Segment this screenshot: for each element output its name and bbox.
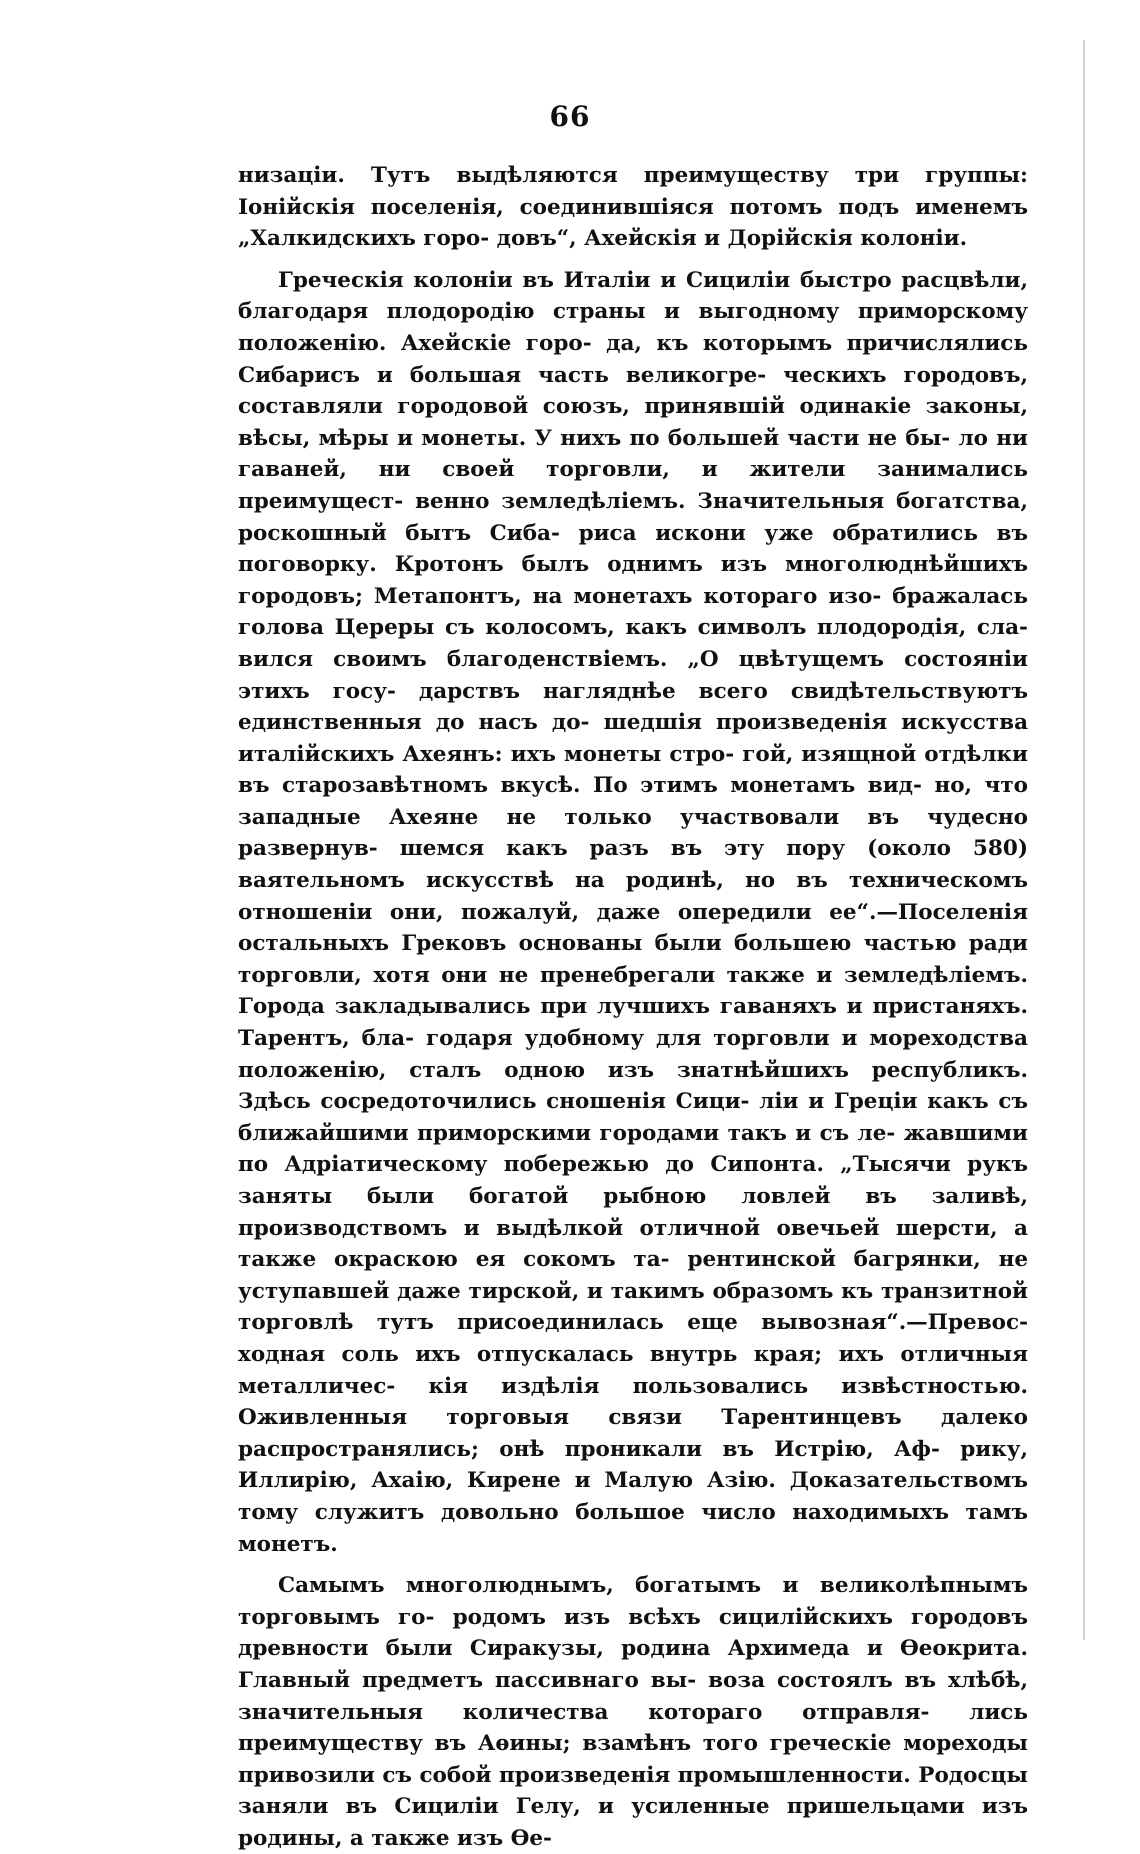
text-line: довъ“, Ахейскія и Дорійскія колоніи. bbox=[496, 226, 968, 252]
text-line: шедшія произведенія искусства италійскихъ Ахеянъ: ихъ монеты стро- bbox=[238, 710, 1028, 767]
text-line: шемся какъ разъ въ эту пору (около 580) ваятельномъ искусствѣ на bbox=[238, 836, 1028, 894]
text-line: родинѣ, но въ техническомъ отношеніи они, пожалуй, даже опередили bbox=[238, 868, 1028, 925]
text-line: рику, Иллирію, Ахаію, Кирене и Малую Азію. Доказательствомъ тому bbox=[238, 1436, 1028, 1525]
text-line: ческихъ городовъ, составляли городовой союзъ, принявшій одинакіе bbox=[238, 362, 1028, 420]
text-line: заняты были богатой рыбною ловлей въ заливѣ, производствомъ и bbox=[238, 1184, 1028, 1241]
text-line: родина Архимеда и Ѳеокрита. Главный предметъ пассивнаго вы- bbox=[238, 1636, 1028, 1693]
text-line: да, къ которымъ причислялись Сибарисъ и большая часть великогре- bbox=[238, 330, 1028, 388]
text-line: Самымъ многолюднымъ, богатымъ и великолѣпнымъ торговымъ го- bbox=[238, 1573, 1028, 1630]
text-line: выдѣлкой отличной овечьей шерсти, а также окраскою ея сокомъ та- bbox=[238, 1215, 1028, 1273]
text-line: закладывались при лучшихъ гаваняхъ и пристаняхъ. Тарентъ, бла- bbox=[238, 994, 1028, 1052]
text-line: кія издѣлія пользовались извѣстностью. Оживленныя торговыя связи bbox=[238, 1373, 1028, 1431]
text-line: къ транзитной торговлѣ тутъ присоединилась еще вывозная“.—Превос- bbox=[238, 1278, 1028, 1336]
text-line: ло ни гаваней, ни своей торговли, и жители занимались преимущест- bbox=[238, 425, 1028, 514]
text-line: законы, вѣсы, мѣры и монеты. У нихъ по большей части не бы- bbox=[238, 394, 1028, 451]
page-number: 66 bbox=[549, 100, 591, 133]
text-line: Тарентинцевъ далеко распространялись; онѣ проникали въ Истрію, Аф- bbox=[238, 1405, 1028, 1462]
text-line: ліи и Греціи какъ съ ближайшими приморскими городами такъ и съ ле- bbox=[238, 1089, 1028, 1146]
text-line: дарствъ нагляднѣе всего свидѣтельствуютъ единственныя до насъ до- bbox=[238, 678, 1028, 736]
text-line: жавшими по Адріатическому побережью до Сипонта. „Тысячи рукъ bbox=[238, 1120, 1028, 1178]
text-line: служитъ довольно большое число находимыхъ тамъ монетъ. bbox=[238, 1499, 1028, 1557]
text-line: годаря удобному для торговли и мореходства положенію, сталъ одною bbox=[238, 1026, 1028, 1083]
text-line: но, что западные Ахеяне не только участвовали въ чудесно развернув- bbox=[238, 773, 1028, 862]
page-binding-edge bbox=[1083, 40, 1085, 1640]
paragraph-3 bbox=[238, 1570, 1028, 1854]
text-line: ради торговли, хотя они не пренебрегали также и земледѣліемъ. Города bbox=[238, 931, 1028, 1020]
body-text bbox=[238, 160, 1028, 1854]
text-line: риса искони уже обратились въ поговорку. Кротонъ былъ однимъ изъ bbox=[238, 520, 1028, 578]
text-line: привозили съ собой произведенія промышленности. Родосцы заняли въ bbox=[238, 1762, 1028, 1820]
text-line: изъ знатнѣйшихъ республикъ. Здѣсь сосредоточились сношенія Сици- bbox=[238, 1057, 1028, 1115]
text-line: родомъ изъ всѣхъ сицилійскихъ городовъ древности были Сиракузы, bbox=[238, 1604, 1028, 1662]
text-line: ходная соль ихъ отпускалась внутрь края; ихъ отличныя металличес- bbox=[238, 1341, 1028, 1399]
text-line: вился своимъ благоденствіемъ. „О цвѣтущемъ состояніи этихъ госу- bbox=[238, 646, 1028, 704]
text-line: Греческія колоніи въ Италіи и Сициліи быстро расцвѣли, благодаря bbox=[238, 267, 1028, 325]
text-line: многолюднѣйшихъ городовъ; Метапонтъ, на монетахъ котораго изо- bbox=[238, 552, 1028, 609]
text-line: низаціи. Тутъ выдѣляются преимуществу три группы: Іонійскія bbox=[238, 163, 1028, 220]
text-line: Сициліи Гелу, и усиленные пришельцами изъ родины, а также изъ Ѳе- bbox=[238, 1794, 1028, 1851]
text-line: гой, изящной отдѣлки въ старозавѣтномъ вкусѣ. По этимъ монетамъ вид- bbox=[238, 741, 1028, 799]
text-line: лись преимуществу въ Аѳины; взамѣнъ того греческіе мореходы bbox=[238, 1699, 1028, 1757]
text-line: воза состоялъ въ хлѣбѣ, значительныя количества котораго отправля- bbox=[238, 1667, 1028, 1725]
text-line: рентинской багрянки, не уступавшей даже тирской, и такимъ образомъ bbox=[238, 1247, 1028, 1304]
text-line: плодородію страны и выгодному приморскому положенію. Ахейскіе горо- bbox=[238, 299, 1028, 356]
text-line: венно земледѣліемъ. Значительныя богатства, роскошный бытъ Сиба- bbox=[238, 488, 1028, 546]
text-line: поселенія, соединившіяся потомъ подъ именемъ „Халкидскихъ горо- bbox=[238, 194, 1028, 252]
paragraph-2 bbox=[238, 265, 1028, 1560]
paragraph-1 bbox=[238, 160, 1028, 255]
text-line: бражалась голова Цереры съ колосомъ, какъ символъ плодородія, сла- bbox=[238, 583, 1028, 641]
text-line: ее“.—Поселенія остальныхъ Грековъ основаны были большею частью bbox=[238, 899, 1028, 957]
